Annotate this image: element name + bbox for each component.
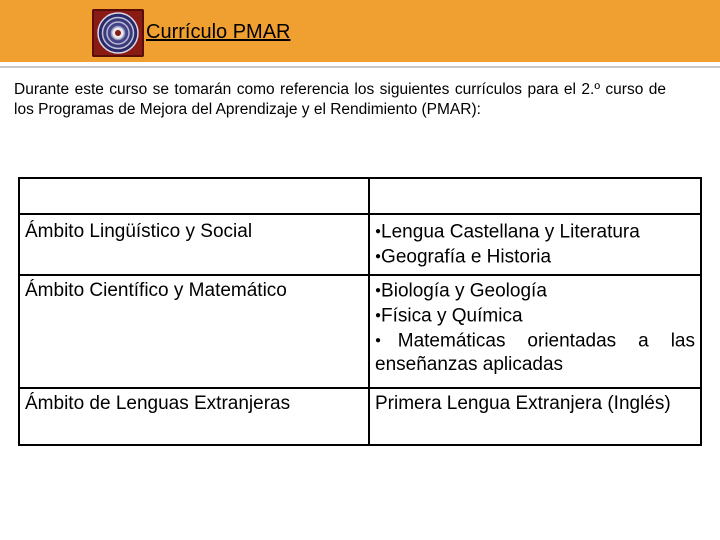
subjects-cell: Primera Lengua Extranjera (Inglés) bbox=[369, 388, 701, 445]
subject-label: Biología y Geología bbox=[381, 280, 547, 302]
bullet-icon: ● bbox=[375, 250, 382, 262]
table-row bbox=[19, 388, 701, 445]
header-bar bbox=[0, 0, 720, 62]
intro-paragraph: Durante este curso se tomarán como referencia los siguientes currículos para el 2.º curso de los Programas de Mejora del Aprendizaje y el Rendimiento (PMAR): bbox=[14, 81, 666, 118]
subject-item bbox=[375, 279, 695, 304]
curriculum-table bbox=[18, 177, 702, 446]
logo bbox=[92, 9, 144, 57]
table-header-cell bbox=[19, 178, 369, 214]
table-row bbox=[19, 214, 701, 275]
subject-item bbox=[375, 329, 695, 378]
area-cell: Ámbito de Lenguas Extranjeras bbox=[19, 388, 369, 445]
area-cell: Ámbito Lingüístico y Social bbox=[19, 214, 369, 275]
subject-item bbox=[375, 245, 695, 270]
subjects-cell bbox=[369, 275, 701, 388]
bullet-icon: ● bbox=[375, 285, 382, 296]
table-row bbox=[19, 275, 701, 388]
subject-label: Matemáticas orientadas a las enseñanzas aplicadas bbox=[375, 329, 695, 376]
subject-item bbox=[375, 220, 695, 245]
bullet-icon: ● bbox=[375, 334, 398, 346]
header-divider bbox=[0, 66, 720, 68]
subject-label: Geografía e Historia bbox=[381, 246, 552, 268]
table-header-cell bbox=[369, 178, 701, 214]
table-header-row bbox=[19, 178, 701, 214]
concentric-target-icon bbox=[96, 11, 140, 55]
subject-item bbox=[375, 304, 695, 329]
subject-label: Lengua Castellana y Literatura bbox=[381, 221, 640, 243]
bullet-icon: ● bbox=[375, 309, 382, 321]
subjects-cell bbox=[369, 214, 701, 275]
bullet-icon: ● bbox=[375, 226, 382, 237]
area-cell: Ámbito Científico y Matemático bbox=[19, 275, 369, 388]
subject-label: Física y Química bbox=[381, 305, 523, 327]
page-title: Currículo PMAR bbox=[146, 21, 291, 43]
